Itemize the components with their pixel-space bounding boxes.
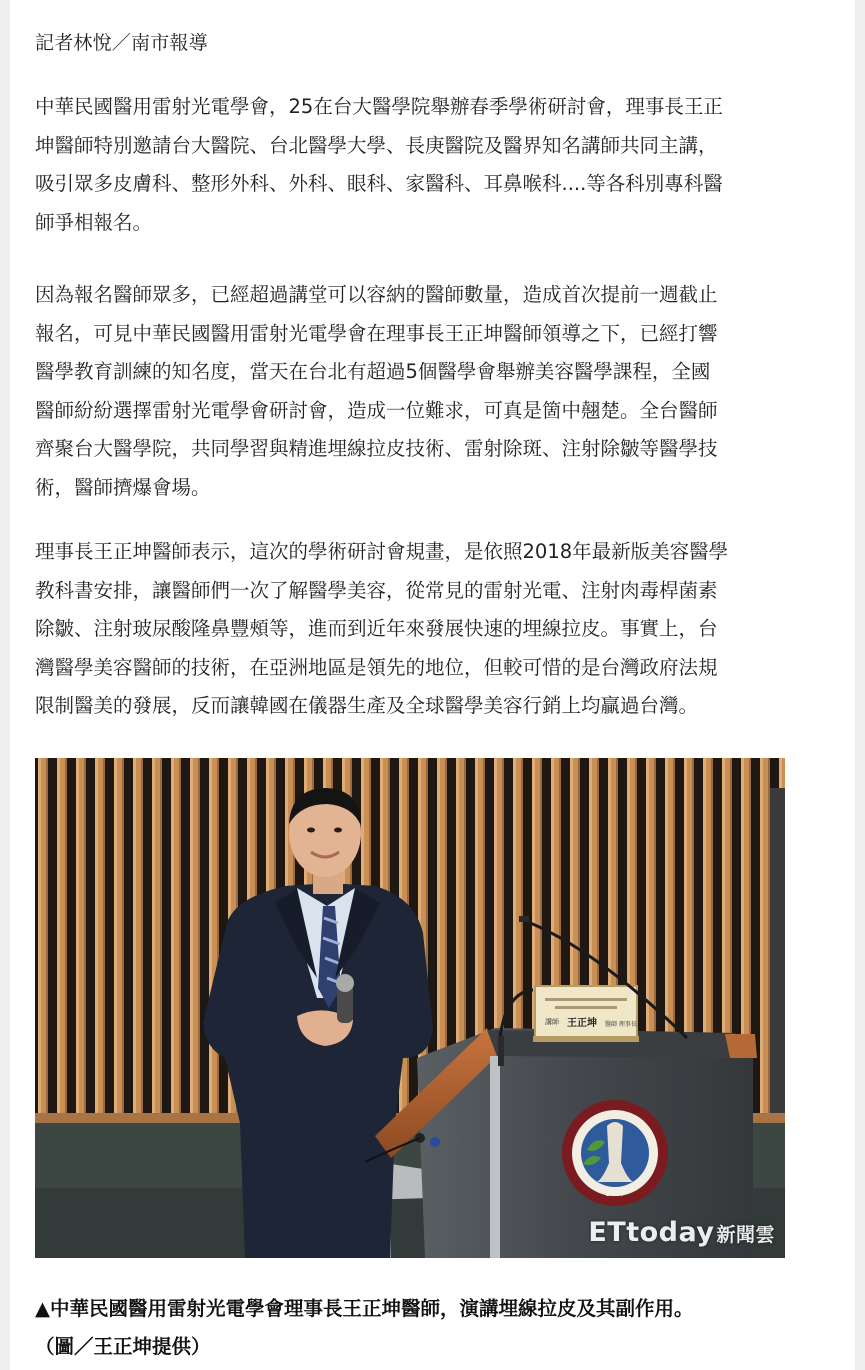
watermark-brand: ETtoday [588, 1217, 715, 1248]
paragraph-line: 理事長王正坤醫師表示，這次的學術研討會規畫，是依照2018年最新版美容醫學 [35, 540, 729, 563]
article-paragraph-1 [35, 88, 835, 242]
paragraph-line: 吸引眾多皮膚科、整形外科、外科、眼科、家醫科、耳鼻喉科....等各科別專科醫 [35, 172, 723, 195]
paragraph-line: 師爭相報名。 [35, 210, 153, 234]
paragraph-line: 灣醫學美容醫師的技術，在亞洲地區是領先的地位，但較可惜的是台灣政府法規 [35, 655, 718, 679]
paragraph-line: 術，醫師擠爆會場。 [35, 475, 211, 499]
article-paragraph-2 [35, 276, 835, 507]
paragraph-line: 齊聚台大醫學院，共同學習與精進埋線拉皮技術、雷射除斑、注射除皺等醫學技 [35, 437, 718, 460]
paragraph-line: 報名，可見中華民國醫用雷射光電學會在理事長王正坤醫師領導之下，已經打響 [35, 321, 718, 345]
paragraph-line: 醫師紛紛選擇雷射光電學會研討會，造成一位難求，可真是箇中翹楚。全台醫師 [35, 398, 718, 422]
paragraph-line: 因為報名醫師眾多，已經超過講堂可以容納的醫師數量，造成首次提前一週截止 [35, 283, 718, 306]
article-byline: 記者林悅／南市報導 [35, 32, 208, 54]
paragraph-line: 醫學教育訓練的知名度，當天在台北有超過5個醫學會舉辦美容醫學課程，全國 [35, 360, 711, 383]
article-paragraph-3 [35, 533, 835, 726]
nameplate-title: 醫師 理事長 [605, 1021, 637, 1028]
caption-credit: （圖／王正坤提供） [35, 1335, 211, 1358]
podium-seal-year: 1897 [604, 1189, 626, 1198]
article-page [10, 0, 855, 1370]
paragraph-line: 教科書安排，讓醫師們一次了解醫學美容，從常見的雷射光電、注射肉毒桿菌素 [35, 578, 718, 602]
speaker-photo-illustration [35, 758, 785, 1258]
ettoday-watermark [588, 1217, 775, 1248]
nameplate-name: 王正坤 [567, 1018, 597, 1029]
paragraph-line: 中華民國醫用雷射光電學會，25在台大醫學院舉辦春季學術研討會，理事長王正 [35, 95, 723, 118]
paragraph-line: 除皺、注射玻尿酸隆鼻豐頰等，進而到近年來發展快速的埋線拉皮。事實上，台 [35, 617, 718, 640]
caption-line: ▲中華民國醫用雷射光電學會理事長王正坤醫師，演講埋線拉皮及其副作用。 [35, 1297, 694, 1320]
article-photo[interactable] [35, 758, 785, 1258]
nameplate-label: 講師 [545, 1018, 559, 1026]
paragraph-line: 限制醫美的發展，反而讓韓國在儀器生產及全球醫學美容行銷上均贏過台灣。 [35, 694, 699, 717]
photo-caption [35, 1290, 835, 1366]
watermark-suffix: 新聞雲 [716, 1224, 775, 1246]
paragraph-line: 坤醫師特別邀請台大醫院、台北醫學大學、長庚醫院及醫界知名講師共同主講， [35, 133, 718, 157]
